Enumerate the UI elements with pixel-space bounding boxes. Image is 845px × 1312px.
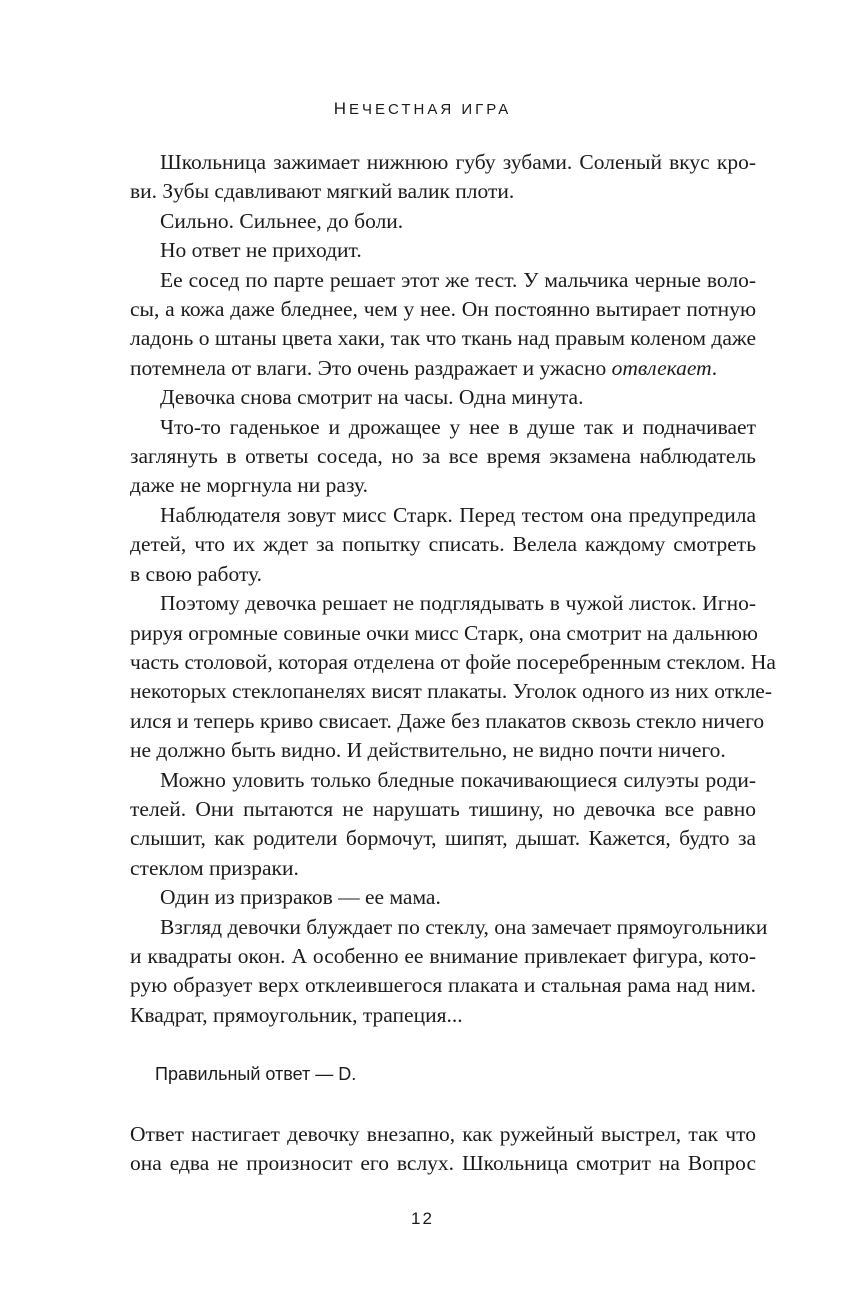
text-line: Квадрат, прямоугольник, трапеция... [130, 1002, 463, 1027]
emphasis: отвлекает [611, 355, 712, 380]
tail-text [130, 1120, 756, 1179]
text-line: Поэтому девочка решает не подглядывать в чужой листок. Игно- [160, 591, 756, 616]
text-line: рую образует верх отклеившегося плаката и стальная рама над ним. [130, 973, 756, 998]
text-line: Сильно. Сильнее, до боли. [160, 208, 404, 233]
paragraph [130, 913, 768, 1031]
paragraph [130, 207, 756, 236]
paragraph [130, 883, 756, 912]
paragraph [130, 501, 756, 589]
text-line: сы, а кожа даже бледнее, чем у нее. Он постоянно вытирает потную [130, 297, 756, 322]
text-line: она едва не произносит его вслух. Школьница смотрит на Вопрос [130, 1151, 756, 1176]
text-line: ви. Зубы сдавливают мягкий валик плоти. [130, 179, 515, 204]
text-line: Ответ настигает девочку внезапно, как ружейный выстрел, так что [130, 1122, 756, 1146]
paragraph [130, 266, 756, 384]
text-line: Наблюдателя зовут мисс Старк. Перед тестом она предупредила [160, 502, 756, 527]
text-line: рируя огромные совиные очки мисс Старк, она смотрит на дальнюю [130, 620, 758, 645]
body-text [130, 148, 776, 1030]
text-line: Что-то гаденькое и дрожащее у нее в душе так и подначивает [160, 414, 756, 439]
text-line: Девочка снова смотрит на часы. Одна минута. [160, 385, 584, 410]
text-line: Ее сосед по парте решает этот же тест. У мальчика черные воло- [160, 267, 756, 292]
paragraph [130, 413, 756, 501]
running-title: НЕЧЕСТНАЯ ИГРА [333, 99, 512, 118]
paragraph [130, 383, 756, 412]
text-line: часть столовой, которая отделена от фойе посеребренным стеклом. На [130, 649, 776, 674]
paragraph [130, 589, 776, 765]
text-line: детей, что их ждет за попытку списать. Велела каждому смотреть [130, 532, 756, 557]
paragraph [130, 766, 756, 884]
paragraph [130, 236, 756, 265]
text-line: даже не моргнула ни разу. [130, 473, 368, 498]
text-line: Но ответ не приходит. [160, 238, 362, 263]
text-line: некоторых стеклопанелях висят плакаты. Уголок одного из них откле- [130, 679, 772, 704]
running-header [0, 99, 845, 120]
text-line: и квадраты окон. А особенно ее внимание привлекает фигура, кото- [130, 943, 756, 968]
text-line: не должно быть видно. И действительно, не видно почти ничего. [130, 738, 726, 763]
text-line: слышит, как родители бормочут, шипят, дышат. Кажется, будто за [130, 826, 756, 851]
page-number: 12 [411, 1209, 434, 1228]
text-line: заглянуть в ответы соседа, но за все время экзамена наблюдатель [130, 444, 756, 469]
text-line: Один из призраков — ее мама. [160, 885, 441, 910]
text-line: в свою работу. [130, 561, 263, 586]
text-line: стеклом призраки. [130, 855, 299, 880]
system-line: Правильный ответ — D. [155, 1064, 357, 1084]
text-line: Можно уловить только бледные покачивающиеся силуэты роди- [160, 767, 756, 792]
text-line: Взгляд девочки блуждает по стеклу, она замечает прямоугольники [160, 914, 768, 939]
paragraph [130, 148, 756, 207]
text-line: Школьница зажимает нижнюю губу зубами. Соленый вкус кро- [160, 150, 756, 174]
text-line: ился и теперь криво свисает. Даже без плакатов сквозь стекло ничего [130, 708, 765, 733]
text-line: потемнела от влаги. Это очень раздражает и ужасно отвлекает. [130, 355, 718, 380]
text-line: телей. Они пытаются не нарушать тишину, но девочка все равно [130, 796, 756, 821]
text-line: ладонь о штаны цвета хаки, так что ткань над правым коленом даже [130, 326, 756, 351]
